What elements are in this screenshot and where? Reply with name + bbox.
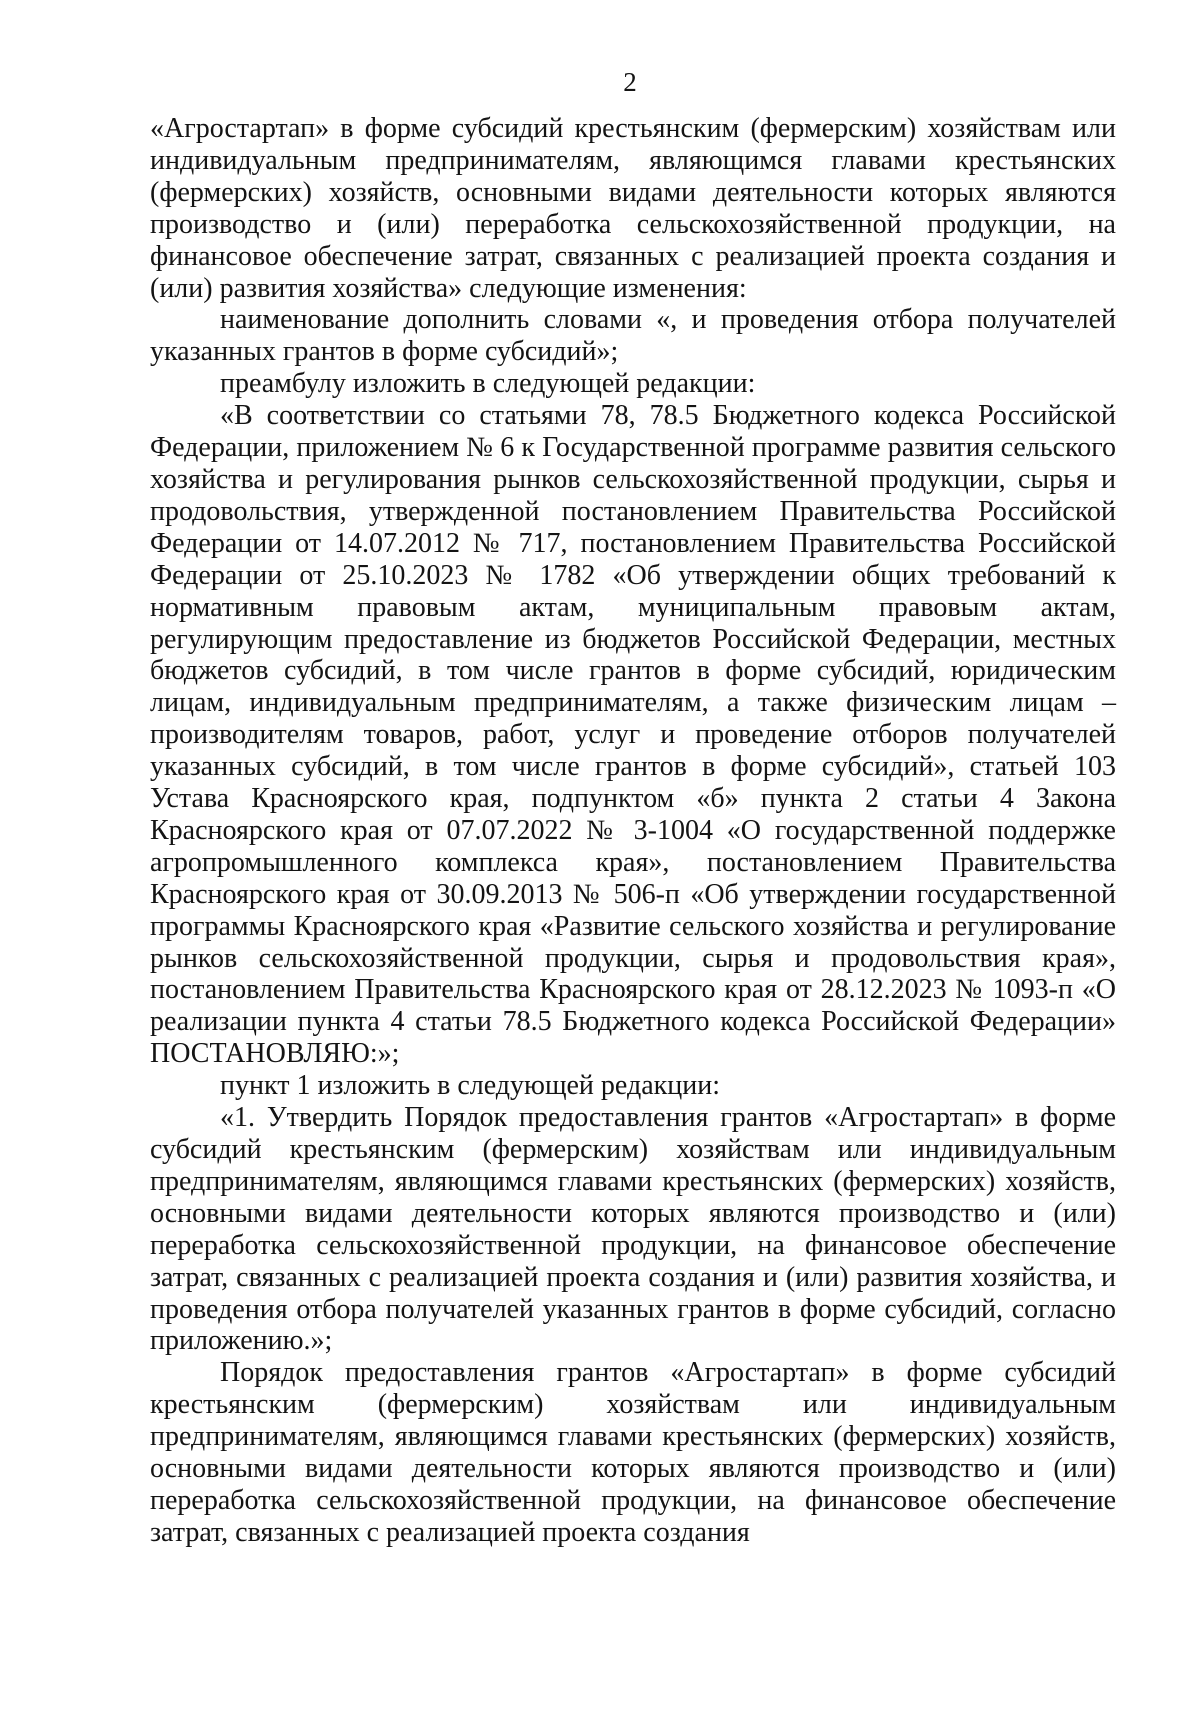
paragraph-name-amendment: наименование дополнить словами «, и проведения отбора получателей указанных грантов в форме субсидий»; xyxy=(150,304,1116,368)
paragraph-preamble-text: «В соответствии со статьями 78, 78.5 Бюджетного кодекса Российской Федерации, приложением № 6 к Государственной программе развития сельского хозяйства и регулирования рынков сельскохозяйственной продукции, сырья и продовольствия, утвержденной постановлением Правительства Российской Федерации от 14.07.2012 № 717, постановлением Правительства Российской Федерации от 25.10.2023 № 1782 «Об утверждении общих требований к нормативным правовым актам, муниципальным правовым актам, регулирующим предоставление из бюджетов Российской Федерации, местных бюджетов субсидий, в том числе грантов в форме субсидий, юридическим лицам, индивидуальным предпринимателям, а также физическим лицам – производителям товаров, работ, услуг и проведение отборов получателей указанных субсидий, в том числе грантов в форме субсидий», статьей 103 Устава Красноярского края, подпунктом «б» пункта 2 статьи 4 Закона Красноярского края от 07.07.2022 № 3-1004 «О государственной поддержке агропромышленного комплекса края», постановлением Правительства Красноярского края от 30.09.2013 № 506-п «Об утверждении государственной программы Красноярского края «Развитие сельского хозяйства и регулирование рынков сельскохозяйственной продукции, сырья и продовольствия края», постановлением Правительства Красноярского края от 28.12.2023 № 1093-п «О реализации пункта 4 статьи 78.5 Бюджетного кодекса Российской Федерации» ПОСТАНОВЛЯЮ:»; xyxy=(150,400,1116,1070)
paragraph-item-1-intro: пункт 1 изложить в следующей редакции: xyxy=(220,1070,720,1102)
paragraph-procedure-title: Порядок предоставления грантов «Агростартап» в форме субсидий крестьянским (фермерским) хозяйствам или индивидуальным предпринимателям, являющимся главами крестьянских (фермерских) хозяйств, основными видами деятельности которых являются производство и (или) переработка сельскохозяйственной продукции, на финансовое обеспечение затрат, связанных с реализацией проекта создания xyxy=(150,1357,1116,1548)
paragraph-item-1-text: «1. Утвердить Порядок предоставления грантов «Агростартап» в форме субсидий крестьянским (фермерским) хозяйствам или индивидуальным предпринимателям, являющимся главами крестьянских (фермерских) хозяйств, основными видами деятельности которых являются производство и (или) переработка сельскохозяйственной продукции, на финансовое обеспечение затрат, связанных с реализацией проекта создания и (или) развития хозяйства, и проведения отбора получателей указанных грантов в форме субсидий, согласно приложению.»; xyxy=(150,1102,1116,1357)
paragraph-amendment-title-continuation: «Агростартап» в форме субсидий крестьянским (фермерским) хозяйствам или индивидуальным предпринимателям, являющимся главами крестьянских (фермерских) хозяйств, основными видами деятельности которых являются производство и (или) переработка сельскохозяйственной продукции, на финансовое обеспечение затрат, связанных с реализацией проекта создания и (или) развития хозяйства» следующие изменения: xyxy=(150,113,1116,304)
page-number: 2 xyxy=(623,67,637,97)
document-body xyxy=(150,113,1116,1549)
paragraph-preamble-intro: преамбулу изложить в следующей редакции: xyxy=(220,368,756,400)
